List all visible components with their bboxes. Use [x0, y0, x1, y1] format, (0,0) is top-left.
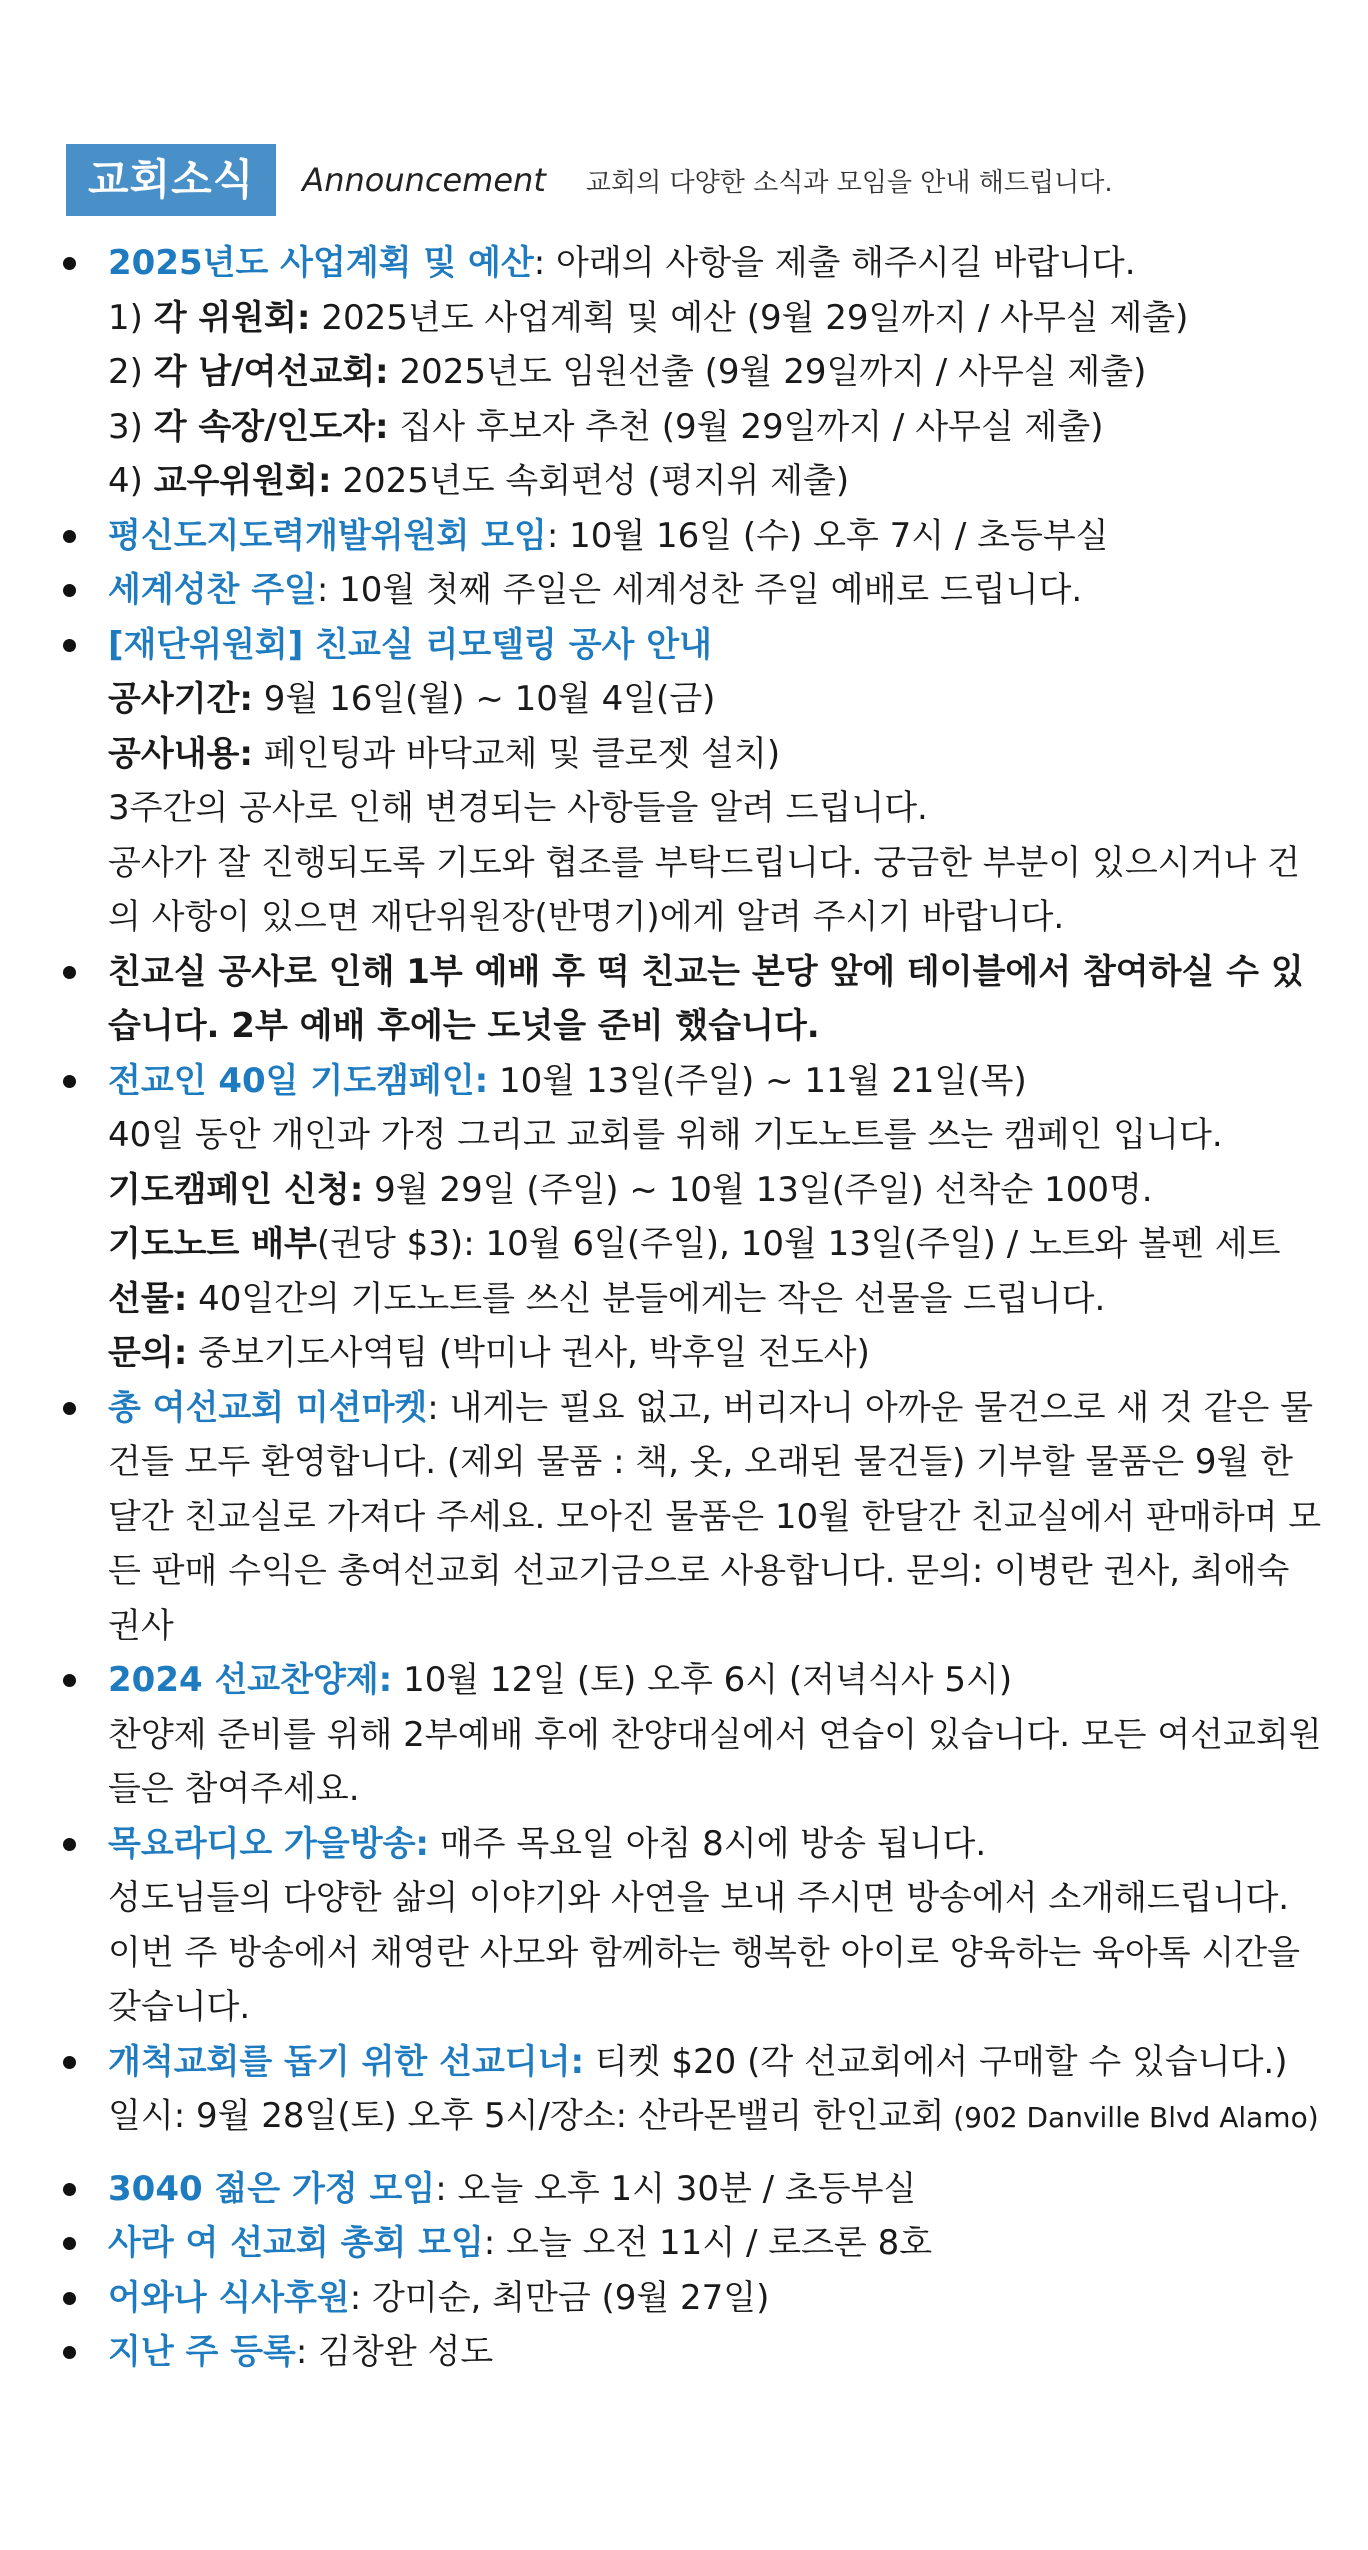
sub-label: 각 남/여선교회:: [153, 352, 389, 392]
item-title: 지난 주 등록: [108, 2332, 296, 2372]
list-item: [60, 236, 1328, 509]
item-title: 목요라디오 가을방송:: [108, 1823, 430, 1864]
detail-label: 공사내용:: [108, 733, 253, 774]
detail-text: (권당 $3): 10월 6일(주일), 10월 13일(주일) / 노트와 볼펜 세트: [316, 1224, 1281, 1264]
detail-text: 중보기도사역팀 (박미나 권사, 박후일 전도사): [187, 1333, 870, 1373]
item-text: : 강미순, 최만금 (9월 27일): [349, 2277, 770, 2318]
detail-text: 찬양제 준비를 위해 2부예배 후에 찬양대실에서 연습이 있습니다. 모든 여선교회원들은 참여주세요.: [108, 1714, 1322, 1809]
list-item: [60, 2035, 1328, 2146]
item-text: : 아래의 사항을 제출 해주시길 바랍니다.: [533, 243, 1136, 283]
list-item: [60, 2325, 1328, 2380]
item-title: 어와나 식사후원: [108, 2277, 350, 2318]
announcement-list: [60, 236, 1328, 2380]
sub-line: [108, 291, 1328, 346]
detail-text: 9월 29일 (주일) ~ 10월 13일(주일) 선착순 100명.: [363, 1169, 1153, 1210]
detail-line: [108, 672, 1328, 727]
item-text: : 10월 첫째 주일은 세계성찬 주일 예배로 드립니다.: [316, 570, 1083, 610]
section-header: [66, 144, 1113, 216]
detail-line: [108, 1272, 1328, 1327]
detail-text: 40일간의 기도노트를 쓰신 분들에게는 작은 선물을 드립니다.: [187, 1278, 1106, 1319]
list-item: [60, 2271, 1328, 2326]
sub-text: 2025년도 사업계획 및 예산 (9월 29일까지 / 사무실 제출): [310, 297, 1189, 338]
detail-line: [108, 1326, 1328, 1381]
list-item: [60, 1653, 1328, 1817]
detail-line: [108, 1163, 1328, 1218]
list-item: [60, 563, 1328, 618]
list-item: [60, 945, 1328, 1054]
detail-text: 성도님들의 다양한 삶의 이야기와 사연을 보내 주시면 방송에서 소개해드립니다.: [108, 1878, 1290, 1918]
item-title: 총 여선교회 미션마켓: [108, 1387, 428, 1428]
sub-text: 2025년도 임원선출 (9월 29일까지 / 사무실 제출): [388, 352, 1147, 392]
sub-num: 1): [108, 297, 154, 338]
detail-line: [108, 1217, 1328, 1272]
item-text: : 10월 16일 (수) 오후 7시 / 초등부실: [546, 515, 1109, 556]
detail-label: 문의:: [108, 1333, 188, 1373]
detail-label: 공사기간:: [108, 679, 253, 719]
sub-line: [108, 400, 1328, 455]
section-english-title: Announcement: [302, 161, 546, 199]
detail-text: 40일 동안 개인과 가정 그리고 교회를 위해 기도노트를 쓰는 캠페인 입니다.: [108, 1115, 1223, 1155]
detail-label: 기도캠페인 신청:: [108, 1169, 364, 1210]
sub-num: 3): [108, 406, 154, 447]
detail-text: 3주간의 공사로 인해 변경되는 사항들을 알려 드립니다.: [108, 788, 928, 828]
detail-line: [108, 727, 1328, 782]
sub-num: 2): [108, 352, 154, 392]
item-text: 10월 13일(주일) ~ 11월 21일(목): [488, 1060, 1027, 1101]
list-item: [60, 2216, 1328, 2271]
list-item: [60, 2162, 1328, 2217]
item-title: 3040 젊은 가정 모임: [108, 2168, 436, 2209]
list-item: [60, 1381, 1328, 1654]
item-text: 10월 12일 (토) 오후 6시 (저녁식사 5시): [392, 1660, 1013, 1700]
list-item: [60, 1054, 1328, 1381]
detail-text: 9월 16일(월) ~ 10월 4일(금): [252, 679, 716, 719]
item-title: 전교인 40일 기도캠페인:: [108, 1060, 489, 1101]
detail-text: 이번 주 방송에서 채영란 사모와 함께하는 행복한 아이로 양육하는 육아톡 시간을 갖습니다.: [108, 1932, 1300, 2027]
list-item: [60, 1817, 1328, 2035]
item-title: 평신도지도력개발위원회 모임: [108, 515, 547, 556]
item-title: 사라 여 선교회 총회 모임: [108, 2223, 484, 2263]
item-text: 티켓 $20 (각 선교회에서 구매할 수 있습니다.): [584, 2041, 1288, 2082]
item-title: 2025년도 사업계획 및 예산: [108, 243, 534, 283]
sub-text: 집사 후보자 추천 (9월 29일까지 / 사무실 제출): [388, 406, 1104, 447]
sub-num: 4): [108, 461, 154, 501]
sub-label: 교우위원회:: [153, 461, 332, 501]
list-item: [60, 509, 1328, 564]
sub-label: 각 속장/인도자:: [153, 406, 389, 447]
detail-label: 기도노트 배부: [108, 1224, 317, 1264]
sub-text: 2025년도 속회편성 (평지위 제출): [331, 461, 850, 501]
detail-line: [108, 2089, 1328, 2146]
list-item: [60, 618, 1328, 945]
sub-line: [108, 454, 1328, 509]
sub-label: 각 위원회:: [153, 297, 311, 338]
item-text: : 김창완 성도: [295, 2332, 494, 2372]
item-title: 2024 선교찬양제:: [108, 1660, 393, 1700]
item-title: 개척교회를 돕기 위한 선교디너:: [108, 2041, 585, 2082]
section-badge: 교회소식: [66, 144, 276, 216]
detail-label: 선물:: [108, 1278, 188, 1319]
notice-text: 친교실 공사로 인해 1부 예배 후 떡 친교는 본당 앞에 테이블에서 참여하실 수 있습니다. 2부 예배 후에는 도넛을 준비 했습니다.: [108, 951, 1304, 1046]
sub-line: [108, 345, 1328, 400]
item-title: [재단위원회] 친교실 리모델링 공사 안내: [108, 624, 712, 665]
address-text: (902 Danville Blvd Alamo): [944, 2101, 1319, 2134]
detail-text: 일시: 9월 28일(토) 오후 5시/장소: 산라몬밸리 한인교회: [108, 2096, 945, 2136]
detail-text: 공사가 잘 진행되도록 기도와 협조를 부탁드립니다. 궁금한 부분이 있으시거나 건의 사항이 있으면 재단위원장(반명기)에게 알려 주시기 바랍니다.: [108, 842, 1300, 937]
detail-text: 페인팅과 바닥교체 및 클로젯 설치): [252, 733, 781, 774]
item-text: : 내게는 필요 없고, 버리자니 아까운 물건으로 새 것 같은 물건들 모두 환영합니다. (제외 물품 : 책, 옷, 오래된 물건들) 기부할 물품은 9월 한 달간 친교실로 가져다 주세요. 모아진 물품은 10월 한달간 친교실에서 판매하며 모든 판매 수익은 총여선교회 선교기금으로 사용합니다. 문의: 이병란 권사, 최애숙 권사: [108, 1387, 1322, 1646]
item-text: : 오늘 오전 11시 / 로즈론 8호: [483, 2223, 933, 2263]
section-description: 교회의 다양한 소식과 모임을 안내 해드립니다.: [585, 167, 1113, 198]
item-text: : 오늘 오후 1시 30분 / 초등부실: [435, 2168, 917, 2209]
item-text: 매주 목요일 아침 8시에 방송 됩니다.: [429, 1823, 987, 1864]
item-title: 세계성찬 주일: [108, 570, 317, 610]
